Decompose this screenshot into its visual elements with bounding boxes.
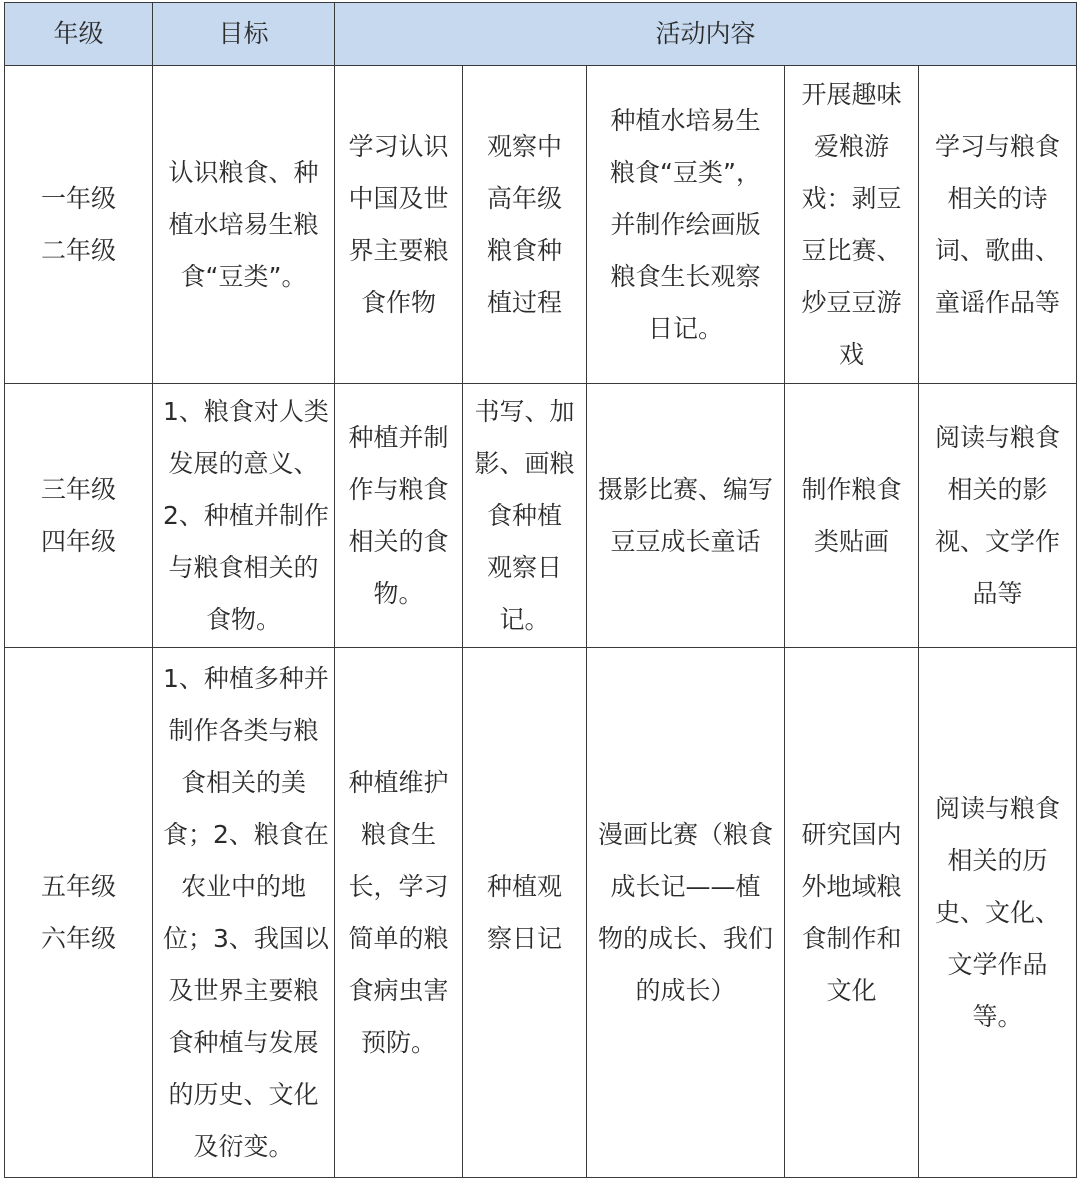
activity-line: 粮食生长观察: [610, 261, 761, 291]
activity-cell: [785, 66, 919, 384]
activity-cell: [335, 384, 463, 648]
activity-line: 摄影比赛、编写: [597, 474, 773, 504]
activity-cell: [335, 66, 463, 384]
activity-line: 影、画粮: [474, 448, 575, 478]
activity-line: 类贴画: [813, 526, 889, 556]
goal-line: 农业中的地: [180, 871, 306, 901]
table-row: [5, 384, 1077, 648]
activity-line: 炒豆豆游: [801, 287, 902, 317]
activity-line: 高年级: [486, 183, 562, 213]
goal-cell: [153, 384, 335, 648]
activity-line: 植过程: [486, 287, 562, 317]
goal-line: 认识粮食、种: [168, 157, 319, 187]
activity-line: 学习与粮食: [935, 131, 1061, 161]
activity-line: 粮食种: [486, 235, 562, 265]
activity-line: 词、歌曲、: [935, 235, 1061, 265]
activity-line: 外地域粮: [801, 871, 902, 901]
goal-line: 及衍变。: [193, 1131, 294, 1161]
activity-line: 简单的粮: [348, 923, 449, 953]
activity-line: 戏：剥豆: [801, 183, 902, 213]
activity-line: 相关的诗: [947, 183, 1048, 213]
grade-line: 四年级: [40, 526, 116, 556]
activity-line: 相关的影: [947, 474, 1048, 504]
activity-line: 种植观: [486, 871, 562, 901]
goal-line: 食物。: [205, 604, 281, 634]
activity-cell: [587, 384, 785, 648]
activity-line: 观察日: [486, 552, 562, 582]
activity-cell-highlight: [587, 66, 785, 384]
grade-line: 一年级: [40, 183, 116, 213]
grade-line: 三年级: [40, 474, 116, 504]
activity-line: 长，学习: [348, 871, 449, 901]
activity-cell: [919, 66, 1077, 384]
grade-line: 五年级: [40, 871, 116, 901]
activity-line: 物。: [373, 578, 424, 608]
goal-line: 食种植与发展: [168, 1027, 319, 1057]
activity-cell: [785, 648, 919, 1178]
goal-line: 及世界主要粮: [168, 975, 319, 1005]
activity-line: 粮食生: [360, 819, 436, 849]
activity-line: 阅读与粮食: [935, 793, 1061, 823]
grade-cell: [5, 384, 153, 648]
activity-line: 预防。: [360, 1027, 436, 1057]
activity-line: 食作物: [360, 287, 436, 317]
activity-line: 作与粮食: [348, 474, 449, 504]
activity-line: 察日记: [486, 923, 562, 953]
activity-line: 食制作和: [801, 923, 902, 953]
table-row: [5, 66, 1077, 384]
activity-cell: [919, 648, 1077, 1178]
grade-cell: [5, 648, 153, 1178]
header-goal: 目标: [153, 3, 335, 66]
activity-line: 文学作品: [947, 949, 1048, 979]
activity-line: 戏: [838, 339, 864, 369]
activity-line: 爱粮游: [813, 131, 889, 161]
goal-line: 食相关的美: [180, 767, 306, 797]
goal-line: 1、种植多种并: [163, 663, 329, 693]
activity-line: 日记。: [647, 313, 723, 343]
goal-line: 位；3、我国以: [163, 923, 329, 953]
activity-line: 物的成长、我们: [597, 923, 773, 953]
activity-cell: [463, 648, 587, 1178]
header-grade: 年级: [5, 3, 153, 66]
activity-line: 等。: [972, 1001, 1023, 1031]
activity-line: 成长记——植: [610, 871, 761, 901]
activity-cell: [587, 648, 785, 1178]
header-activity: 活动内容: [335, 3, 1077, 66]
activity-cell: [785, 384, 919, 648]
activity-line: 豆比赛、: [801, 235, 902, 265]
activity-line: 中国及世: [348, 183, 449, 213]
activity-cell: [335, 648, 463, 1178]
grade-line: 六年级: [40, 923, 116, 953]
activity-line: 相关的历: [947, 845, 1048, 875]
activity-line: 史、文化、: [935, 897, 1061, 927]
activity-line: 种植维护: [348, 767, 449, 797]
activity-cell: [463, 66, 587, 384]
activity-cell: [919, 384, 1077, 648]
activity-line: 学习认识: [348, 131, 449, 161]
activity-line: 文化: [826, 975, 877, 1005]
goal-line: 2、种植并制作: [163, 500, 329, 530]
activity-line: 漫画比赛（粮食: [597, 819, 773, 849]
goal-line: 与粮食相关的: [168, 552, 319, 582]
activity-line: 并制作绘画版: [610, 209, 761, 239]
activity-plan-table: [4, 2, 1077, 1178]
activity-line: 观察中: [486, 131, 562, 161]
activity-line: 粮食“豆类”，: [610, 157, 761, 187]
goal-line: 植水培易生粮: [168, 209, 319, 239]
activity-line: 研究国内: [801, 819, 902, 849]
grade-cell: [5, 66, 153, 384]
activity-line: 制作粮食: [801, 474, 902, 504]
grade-line: 二年级: [40, 235, 116, 265]
table-row: [5, 648, 1077, 1178]
activity-line: 视、文学作: [935, 526, 1061, 556]
activity-line: 界主要粮: [348, 235, 449, 265]
goal-line: 的历史、文化: [168, 1079, 319, 1109]
activity-line: 记。: [499, 604, 550, 634]
goal-cell: [153, 66, 335, 384]
header-row: [5, 3, 1077, 66]
activity-line: 的成长）: [635, 975, 736, 1005]
goal-line: 食；2、粮食在: [163, 819, 329, 849]
activity-line: 品等: [972, 578, 1023, 608]
activity-line: 开展趣味: [801, 79, 902, 109]
activity-line: 相关的食: [348, 526, 449, 556]
goal-cell: [153, 648, 335, 1178]
goal-line: 食“豆类”。: [180, 261, 307, 291]
activity-line: 食种植: [486, 500, 562, 530]
activity-line: 种植水培易生: [610, 105, 761, 135]
activity-line: 种植并制: [348, 422, 449, 452]
activity-cell: [463, 384, 587, 648]
activity-line: 食病虫害: [348, 975, 449, 1005]
goal-line: 发展的意义、: [168, 448, 319, 478]
goal-line: 制作各类与粮: [168, 715, 319, 745]
activity-line: 阅读与粮食: [935, 422, 1061, 452]
activity-line: 豆豆成长童话: [610, 526, 761, 556]
goal-line: 1、粮食对人类: [163, 396, 329, 426]
activity-line: 书写、加: [474, 396, 575, 426]
activity-line: 童谣作品等: [935, 287, 1061, 317]
